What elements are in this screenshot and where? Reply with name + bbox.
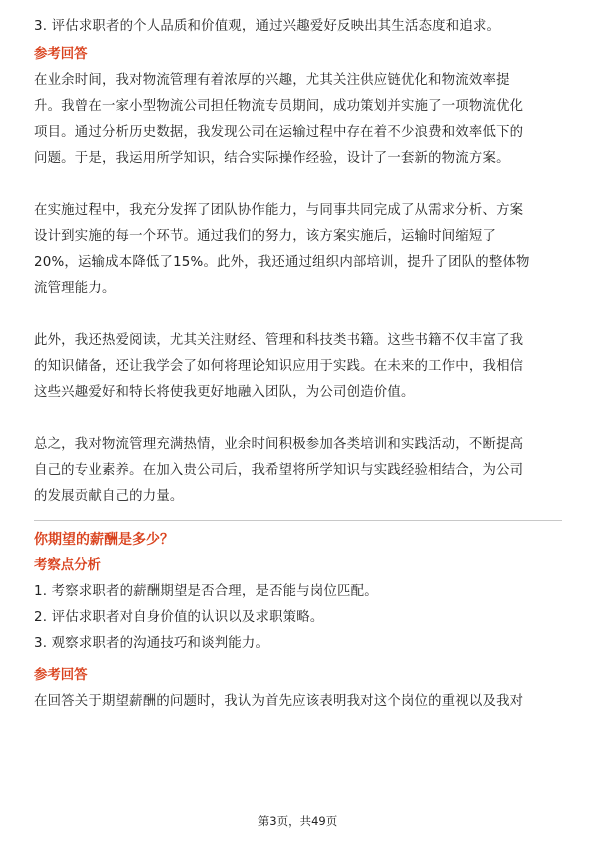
page-footer: 第3页，共49页 <box>257 814 338 828</box>
text-line: 项目。通过分析历史数据，我发现公司在运输过程中存在着不少浪费和效率低下的 <box>34 125 524 140</box>
text-line: 这些兴趣爱好和特长将使我更好地融入团队，为公司创造价值。 <box>34 385 415 400</box>
answer1-paragraph-3 <box>34 328 562 406</box>
text-line: 在实施过程中，我充分发挥了团队协作能力，与同事共同完成了从需求分析、方案 <box>34 203 524 218</box>
answer2-label: 参考回答 <box>34 668 88 683</box>
text-line: 在回答关于期望薪酬的问题时，我认为首先应该表明我对这个岗位的重视以及我对 <box>34 694 524 709</box>
answer1-label: 参考回答 <box>34 47 88 62</box>
text-line: 流管理能力。 <box>34 281 116 296</box>
text-line: 在业余时间，我对物流管理有着浓厚的兴趣，尤其关注供应链优化和物流效率提 <box>34 73 510 88</box>
text-line: 的知识储备，还让我学会了如何将理论知识应用于实践。在未来的工作中，我相信 <box>34 359 524 374</box>
text-line: 的发展贡献自己的力量。 <box>34 489 184 504</box>
section-divider <box>34 520 562 521</box>
analysis-item: 1. 考察求职者的薪酬期望是否合理，是否能与岗位匹配。 <box>34 584 378 599</box>
text-line: 升。我曾在一家小型物流公司担任物流专员期间，成功策划并实施了一项物流优化 <box>34 99 524 114</box>
text-line: 自己的专业素养。在加入贵公司后，我希望将所学知识与实践经验相结合，为公司 <box>34 463 524 478</box>
answer1-paragraph-4 <box>34 432 562 510</box>
analysis-item: 3. 观察求职者的沟通技巧和谈判能力。 <box>34 636 270 651</box>
answer1-paragraph-1 <box>34 68 562 172</box>
text-line: 设计到实施的每一个环节。通过我们的努力，该方案实施后，运输时间缩短了 <box>34 229 497 244</box>
text-line: 总之，我对物流管理充满热情，业余时间积极参加各类培训和实践活动，不断提高 <box>34 437 524 452</box>
analysis-label: 考察点分析 <box>34 558 101 573</box>
text-line: 问题。于是，我运用所学知识，结合实际操作经验，设计了一套新的物流方案。 <box>34 151 510 166</box>
analysis-item: 2. 评估求职者对自身价值的认识以及求职策略。 <box>34 610 324 625</box>
answer1-paragraph-2 <box>34 198 562 302</box>
intro-list-item: 3. 评估求职者的个人品质和价值观，通过兴趣爱好反映出其生活态度和追求。 <box>34 19 501 34</box>
text-line: 此外，我还热爱阅读，尤其关注财经、管理和科技类书籍。这些书籍不仅丰富了我 <box>34 333 524 348</box>
text-line: 20%，运输成本降低了15%。此外，我还通过组织内部培训，提升了团队的整体物 <box>34 255 530 270</box>
question-title: 你期望的薪酬是多少？ <box>34 532 174 548</box>
document-page <box>34 14 562 715</box>
